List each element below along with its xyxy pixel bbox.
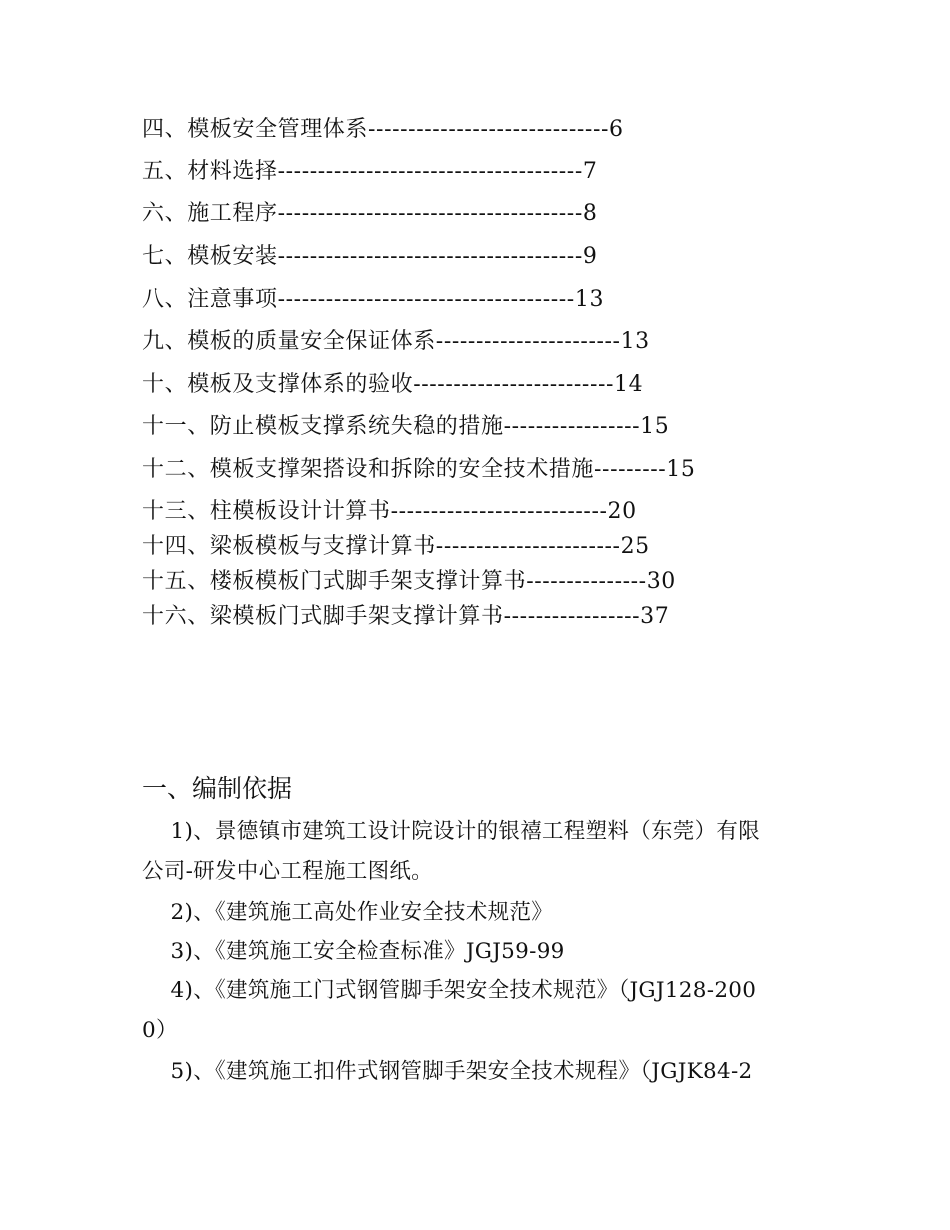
section-heading: 一、编制依据 [142,774,293,803]
toc-entry: 五、材料选择--------------------------------------7 [142,159,598,184]
toc-entry: 十一、防止模板支撑系统失稳的措施-----------------15 [142,414,670,439]
toc-entry: 六、施工程序--------------------------------------8 [142,201,598,226]
toc-entry: 九、模板的质量安全保证体系-----------------------13 [142,329,650,354]
toc-entry: 十五、楼板模板门式脚手架支撑计算书---------------30 [142,569,676,594]
paragraph-line: 4)、《建筑施工门式钢管脚手架安全技术规范》（JGJ128-200 [142,978,757,1003]
paragraph-line: 公司-研发中心工程施工图纸。 [142,859,433,884]
paragraph-line: 0） [142,1018,178,1043]
toc-entry: 七、模板安装--------------------------------------9 [142,244,598,269]
paragraph-line: 2)、《建筑施工高处作业安全技术规范》 [142,900,554,925]
paragraph-line: 3)、《建筑施工安全检查标准》JGJ59-99 [142,939,565,964]
toc-entry: 十三、柱模板设计计算书---------------------------20 [142,499,637,524]
paragraph-line: 5)、《建筑施工扣件式钢管脚手架安全技术规程》（JGJK84-2 [142,1059,753,1084]
toc-entry: 八、注意事项-------------------------------------13 [142,287,605,312]
paragraph-line: 1)、景德镇市建筑工设计院设计的银禧工程塑料（东莞）有限 [142,819,761,844]
toc-entry: 十、模板及支撑体系的验收-------------------------14 [142,372,644,397]
toc-entry: 四、模板安全管理体系------------------------------6 [142,117,624,142]
toc-entry: 十六、梁模板门式脚手架支撑计算书-----------------37 [142,604,670,629]
toc-entry: 十二、模板支撑架搭设和拆除的安全技术措施---------15 [142,457,696,482]
toc-entry: 十四、梁板模板与支撑计算书-----------------------25 [142,534,650,559]
